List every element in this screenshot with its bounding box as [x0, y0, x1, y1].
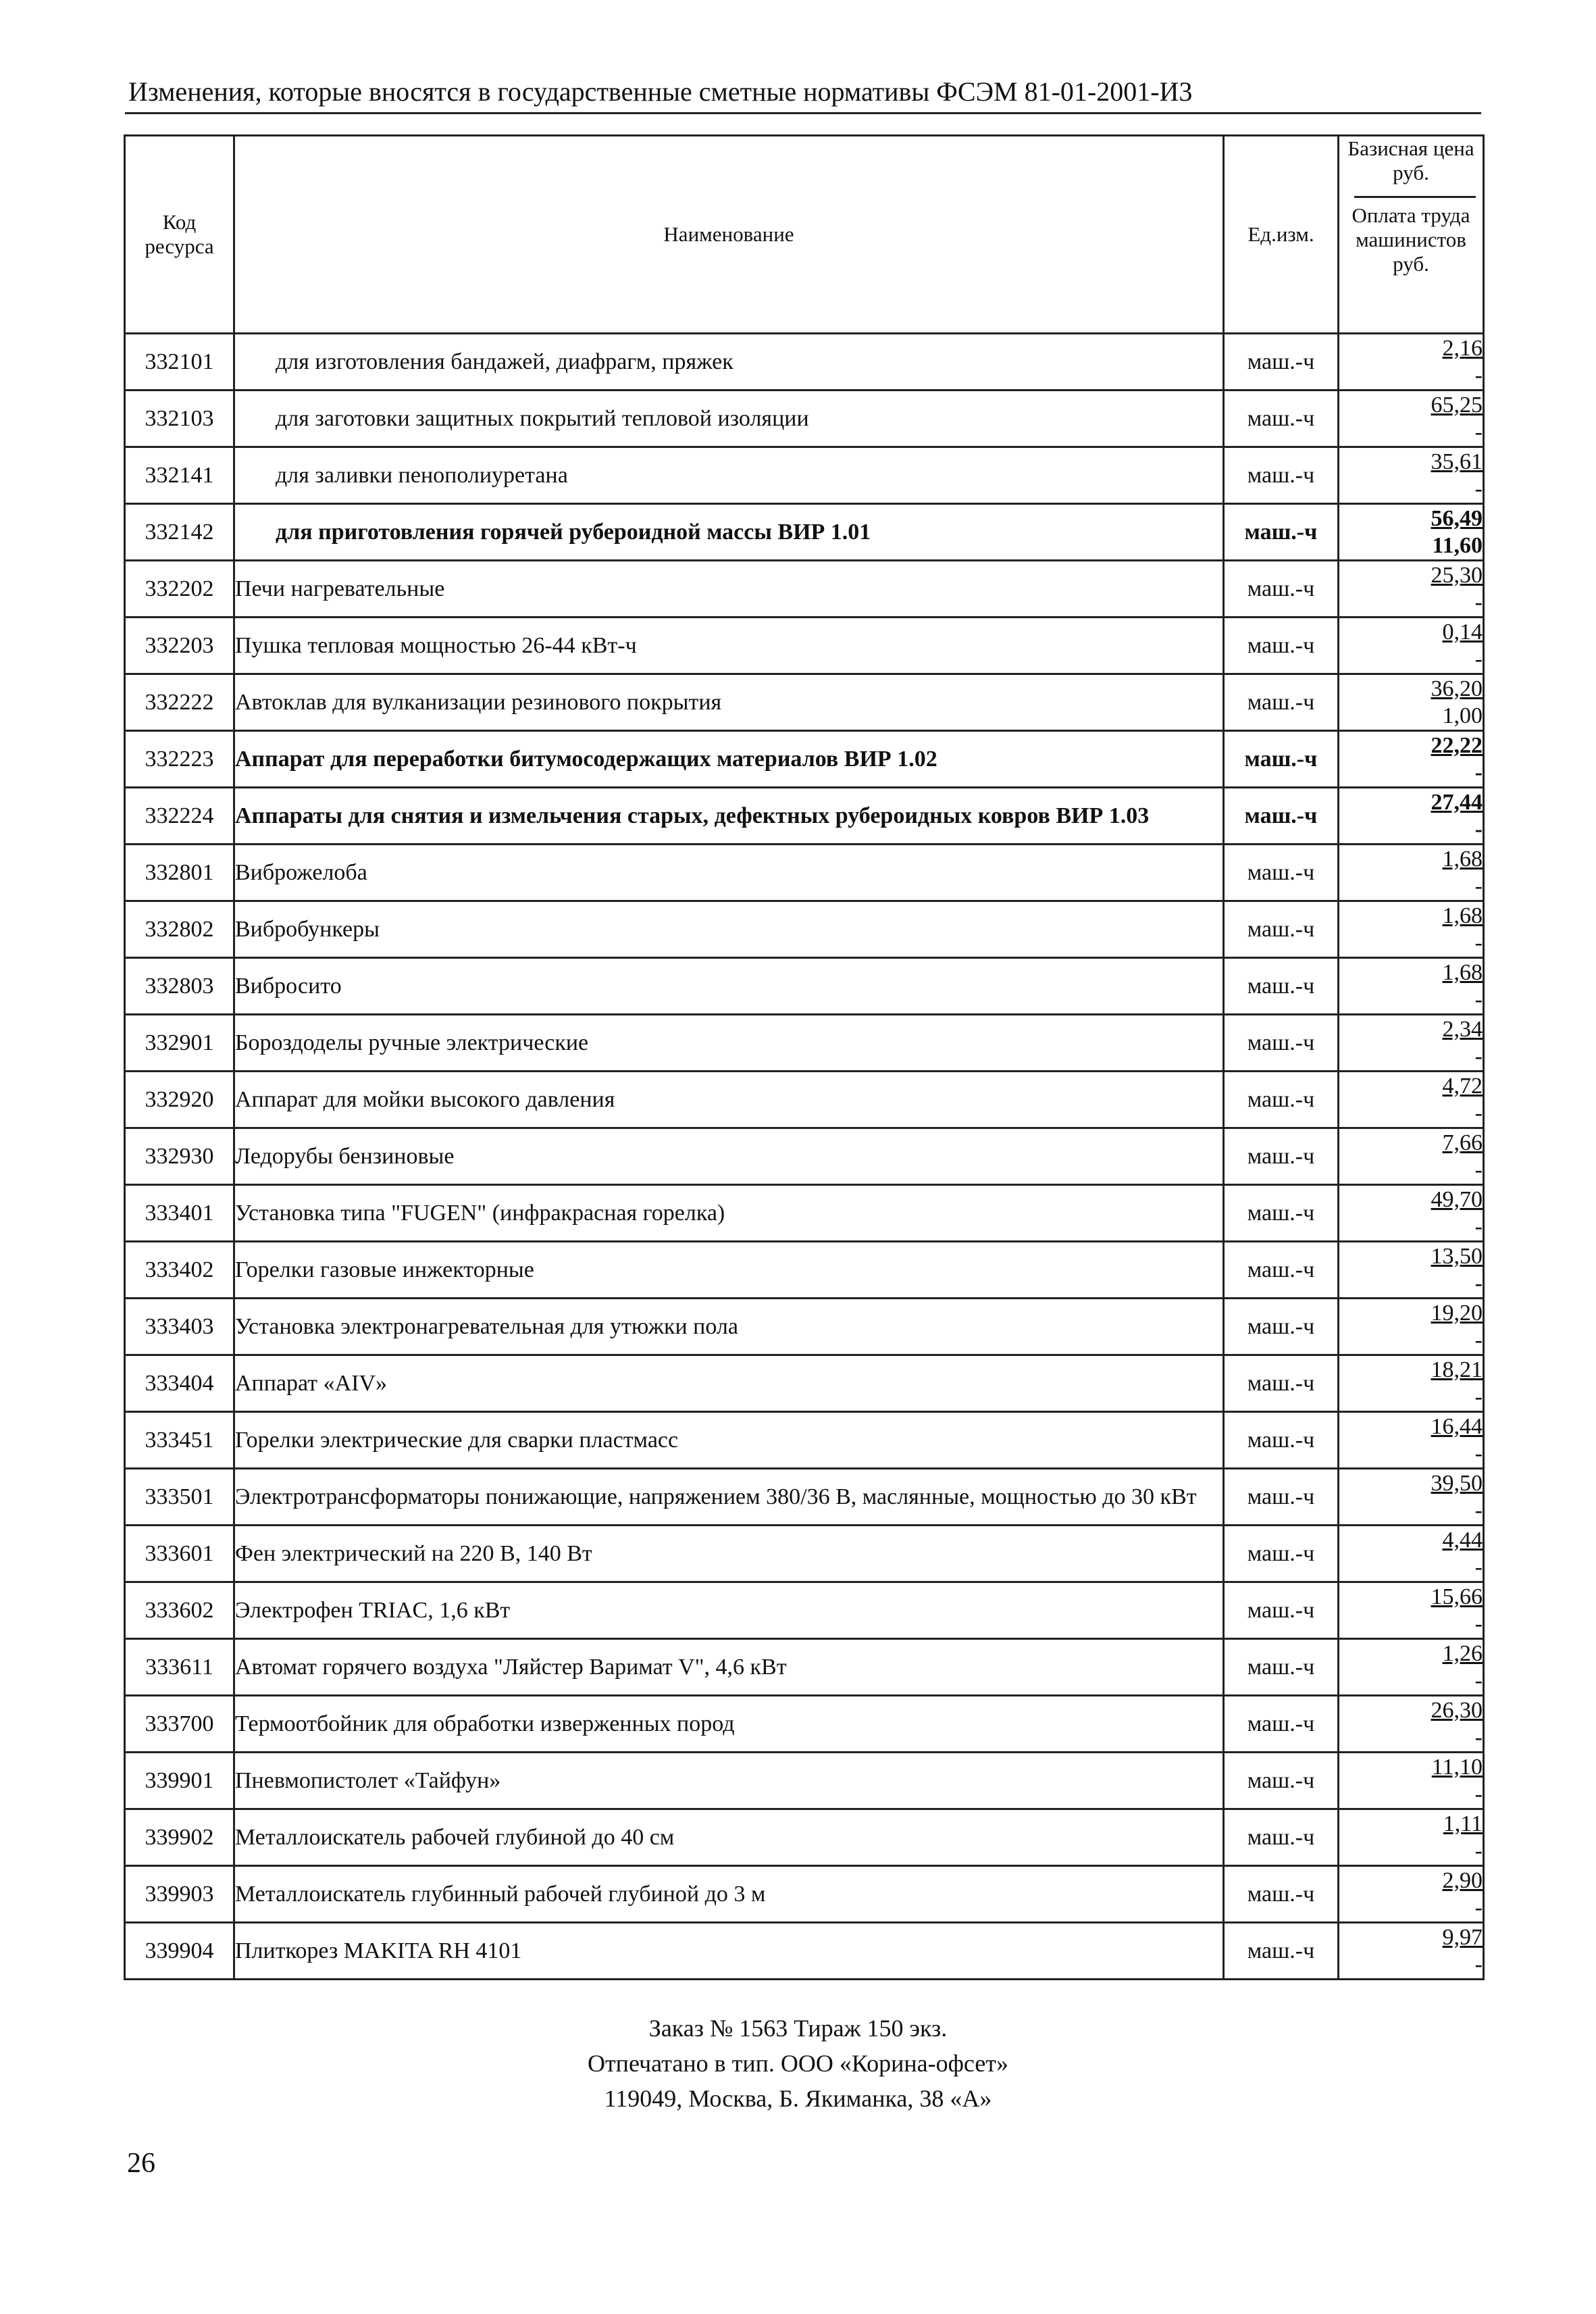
row-base-price: 1,68: [1442, 959, 1483, 985]
row-unit: маш.-ч: [1224, 618, 1339, 674]
row-code: 332223: [125, 731, 234, 788]
row-code: 332802: [125, 901, 234, 958]
row-wage: -: [1474, 1384, 1483, 1409]
column-header-wage: Оплата труда машинистов руб.: [1352, 203, 1470, 276]
row-price-cell: [1339, 1072, 1484, 1128]
row-wage: -: [1474, 589, 1483, 615]
row-wage: -: [1474, 1043, 1483, 1069]
row-wage: -: [1474, 1270, 1483, 1296]
row-name: Вибросито: [234, 958, 1224, 1015]
row-price-cell: [1339, 561, 1484, 618]
row-name: Горелки газовые инжекторные: [234, 1242, 1224, 1299]
row-name: для заливки пенополиуретана: [234, 447, 1224, 504]
row-unit: маш.-ч: [1224, 561, 1339, 618]
row-wage: -: [1474, 816, 1483, 842]
row-code: 333451: [125, 1412, 234, 1469]
row-code: 332142: [125, 504, 234, 561]
row-price-cell: [1339, 1355, 1484, 1412]
row-unit: маш.-ч: [1224, 1355, 1339, 1412]
row-price-cell: [1339, 1128, 1484, 1185]
column-header-divider: [1354, 196, 1476, 198]
row-name: Пушка тепловая мощностью 26-44 кВт-ч: [234, 618, 1224, 674]
row-name: Аппараты для снятия и измельчения старых, дефектных рубероидных ковров ВИР 1.03: [234, 788, 1224, 845]
row-code: 332920: [125, 1072, 234, 1128]
row-code: 332101: [125, 334, 234, 391]
row-wage: -: [1474, 1611, 1483, 1636]
row-wage: -: [1474, 1724, 1483, 1750]
row-base-price: 4,72: [1442, 1073, 1483, 1099]
row-base-price: 56,49: [1431, 505, 1483, 531]
row-unit: маш.-ч: [1224, 1753, 1339, 1809]
row-base-price: 39,50: [1431, 1470, 1483, 1496]
table-row: [125, 1355, 1484, 1412]
row-name: Металлоискатель рабочей глубиной до 40 см: [234, 1809, 1224, 1866]
row-wage: -: [1474, 986, 1483, 1012]
row-wage: -: [1474, 930, 1483, 955]
row-name: Аппарат «AIV»: [234, 1355, 1224, 1412]
row-unit: маш.-ч: [1224, 731, 1339, 788]
row-wage: -: [1474, 1894, 1483, 1920]
row-price-cell: [1339, 1696, 1484, 1753]
row-name: Автоклав для вулканизации резинового покрытия: [234, 674, 1224, 731]
row-code: 332103: [125, 391, 234, 447]
row-code: 332930: [125, 1128, 234, 1185]
column-header-base-price: Базисная цена руб.: [1347, 136, 1474, 184]
row-base-price: 49,70: [1431, 1186, 1483, 1212]
row-code: 333404: [125, 1355, 234, 1412]
row-unit: маш.-ч: [1224, 901, 1339, 958]
row-base-price: 36,20: [1431, 676, 1483, 701]
row-code: 332141: [125, 447, 234, 504]
row-code: 339901: [125, 1753, 234, 1809]
row-wage: -: [1474, 476, 1483, 501]
row-unit: маш.-ч: [1224, 1696, 1339, 1753]
table-row: [125, 674, 1484, 731]
row-base-price: 1,11: [1443, 1811, 1483, 1836]
row-price-cell: [1339, 1923, 1484, 1980]
row-wage: -: [1474, 1327, 1483, 1353]
table-row: [125, 1015, 1484, 1072]
header-divider: [125, 112, 1481, 114]
column-header-price: [1339, 136, 1484, 334]
row-name: Аппарат для переработки битумосодержащих материалов ВИР 1.02: [234, 731, 1224, 788]
row-name: Электротрансформаторы понижающие, напряжением 380/36 В, маслянные, мощностью до 30 кВт: [234, 1469, 1224, 1526]
row-name: Фен электрический на 220 В, 140 Вт: [234, 1526, 1224, 1582]
row-name: для изготовления бандажей, диафрагм, пряжек: [234, 334, 1224, 391]
row-base-price: 2,34: [1442, 1016, 1483, 1042]
table-row: [125, 1526, 1484, 1582]
row-wage: 11,60: [1432, 532, 1483, 558]
row-base-price: 1,68: [1442, 846, 1483, 872]
table-row: [125, 1809, 1484, 1866]
row-price-cell: [1339, 1299, 1484, 1355]
row-base-price: 0,14: [1442, 619, 1483, 645]
table-row: [125, 1639, 1484, 1696]
row-name: Бороздоделы ручные электрические: [234, 1015, 1224, 1072]
row-base-price: 25,30: [1431, 562, 1483, 588]
page-number: 26: [127, 2148, 155, 2179]
row-base-price: 27,44: [1431, 789, 1483, 815]
row-price-cell: [1339, 901, 1484, 958]
row-base-price: 1,68: [1442, 903, 1483, 928]
row-base-price: 26,30: [1431, 1697, 1483, 1723]
row-code: 339904: [125, 1923, 234, 1980]
row-unit: маш.-ч: [1224, 1866, 1339, 1923]
row-wage: -: [1474, 1440, 1483, 1466]
row-base-price: 65,25: [1431, 392, 1483, 418]
row-wage: -: [1474, 1157, 1483, 1182]
table-row: [125, 1582, 1484, 1639]
row-unit: маш.-ч: [1224, 1526, 1339, 1582]
row-price-cell: [1339, 1185, 1484, 1242]
row-price-cell: [1339, 1809, 1484, 1866]
row-code: 332202: [125, 561, 234, 618]
row-code: 339903: [125, 1866, 234, 1923]
row-unit: маш.-ч: [1224, 1923, 1339, 1980]
row-price-cell: [1339, 618, 1484, 674]
column-header-name: Наименование: [234, 136, 1224, 334]
table-row: [125, 1242, 1484, 1299]
row-name: Горелки электрические для сварки пластмасс: [234, 1412, 1224, 1469]
row-price-cell: [1339, 1582, 1484, 1639]
row-code: 332803: [125, 958, 234, 1015]
imprint: [0, 2011, 1596, 2116]
column-header-code: Код ресурса: [125, 136, 234, 334]
row-wage: -: [1474, 419, 1483, 445]
row-name: Виброжелоба: [234, 845, 1224, 901]
row-unit: маш.-ч: [1224, 1809, 1339, 1866]
row-name: для заготовки защитных покрытий тепловой изоляции: [234, 391, 1224, 447]
row-code: 333403: [125, 1299, 234, 1355]
row-wage: -: [1474, 873, 1483, 899]
row-code: 333602: [125, 1582, 234, 1639]
row-code: 332801: [125, 845, 234, 901]
row-price-cell: [1339, 1526, 1484, 1582]
table-row: [125, 1923, 1484, 1980]
table-row: [125, 901, 1484, 958]
table-row: [125, 1185, 1484, 1242]
row-unit: маш.-ч: [1224, 1299, 1339, 1355]
row-unit: маш.-ч: [1224, 391, 1339, 447]
row-code: 333402: [125, 1242, 234, 1299]
row-wage: -: [1474, 1667, 1483, 1693]
table-row: [125, 618, 1484, 674]
row-base-price: 11,10: [1431, 1754, 1483, 1780]
row-base-price: 22,22: [1431, 732, 1483, 758]
row-base-price: 15,66: [1431, 1584, 1483, 1609]
row-price-cell: [1339, 1866, 1484, 1923]
row-price-cell: [1339, 1412, 1484, 1469]
row-name: Установка электронагревательная для утюжки пола: [234, 1299, 1224, 1355]
table-row: [125, 561, 1484, 618]
row-base-price: 19,20: [1431, 1300, 1483, 1326]
table-row: [125, 1128, 1484, 1185]
row-unit: маш.-ч: [1224, 674, 1339, 731]
row-name: для приготовления горячей рубероидной массы ВИР 1.01: [234, 504, 1224, 561]
row-code: 332222: [125, 674, 234, 731]
table-row: [125, 504, 1484, 561]
row-code: 333700: [125, 1696, 234, 1753]
row-wage: -: [1474, 1781, 1483, 1807]
row-name: Пневмопистолет «Тайфун»: [234, 1753, 1224, 1809]
row-unit: маш.-ч: [1224, 334, 1339, 391]
row-code: 333501: [125, 1469, 234, 1526]
table-row: [125, 391, 1484, 447]
table-row: [125, 731, 1484, 788]
row-unit: маш.-ч: [1224, 504, 1339, 561]
row-unit: маш.-ч: [1224, 1072, 1339, 1128]
row-base-price: 9,97: [1442, 1924, 1483, 1950]
page-title: Изменения, которые вносятся в государственные сметные нормативы ФСЭМ 81-01-2001-И3: [128, 76, 1193, 107]
row-price-cell: [1339, 731, 1484, 788]
row-unit: маш.-ч: [1224, 1185, 1339, 1242]
row-unit: маш.-ч: [1224, 1242, 1339, 1299]
row-unit: маш.-ч: [1224, 1639, 1339, 1696]
row-price-cell: [1339, 958, 1484, 1015]
row-base-price: 18,21: [1431, 1357, 1483, 1382]
row-base-price: 7,66: [1442, 1130, 1483, 1155]
table-row: [125, 447, 1484, 504]
row-base-price: 1,26: [1442, 1640, 1483, 1666]
row-wage: -: [1474, 646, 1483, 672]
row-name: Автомат горячего воздуха "Ляйстер Варимат V", 4,6 кВт: [234, 1639, 1224, 1696]
row-name: Электрофен TRIAC, 1,6 кВт: [234, 1582, 1224, 1639]
table-row: [125, 334, 1484, 391]
row-unit: маш.-ч: [1224, 788, 1339, 845]
table-row: [125, 788, 1484, 845]
row-price-cell: [1339, 1469, 1484, 1526]
row-unit: маш.-ч: [1224, 1412, 1339, 1469]
row-name: Аппарат для мойки высокого давления: [234, 1072, 1224, 1128]
row-name: Металлоискатель глубинный рабочей глубиной до 3 м: [234, 1866, 1224, 1923]
row-price-cell: [1339, 1015, 1484, 1072]
row-name: Вибробункеры: [234, 901, 1224, 958]
row-code: 332901: [125, 1015, 234, 1072]
row-base-price: 35,61: [1431, 449, 1483, 474]
row-wage: -: [1474, 362, 1483, 388]
row-unit: маш.-ч: [1224, 845, 1339, 901]
row-price-cell: [1339, 788, 1484, 845]
row-base-price: 2,90: [1442, 1867, 1483, 1893]
imprint-address: 119049, Москва, Б. Якиманка, 38 «А»: [604, 2085, 992, 2112]
row-price-cell: [1339, 391, 1484, 447]
table-row: [125, 1469, 1484, 1526]
row-code: 339902: [125, 1809, 234, 1866]
row-price-cell: [1339, 1753, 1484, 1809]
row-base-price: 4,44: [1442, 1527, 1483, 1553]
table-row: [125, 1753, 1484, 1809]
row-name: Ледорубы бензиновые: [234, 1128, 1224, 1185]
row-price-cell: [1339, 1639, 1484, 1696]
row-unit: маш.-ч: [1224, 447, 1339, 504]
imprint-order: Заказ № 1563 Тираж 150 экз.: [648, 2015, 948, 2042]
table-row: [125, 1072, 1484, 1128]
row-wage: -: [1474, 1100, 1483, 1126]
row-wage: -: [1474, 759, 1483, 785]
imprint-printer: Отпечатано в тип. ООО «Корина-офсет»: [587, 2050, 1009, 2077]
table-row: [125, 845, 1484, 901]
row-wage: -: [1474, 1497, 1483, 1523]
row-price-cell: [1339, 674, 1484, 731]
table-row: [125, 1299, 1484, 1355]
row-wage: -: [1474, 1838, 1483, 1863]
row-wage: -: [1474, 1213, 1483, 1239]
row-base-price: 16,44: [1431, 1413, 1483, 1439]
row-code: 332203: [125, 618, 234, 674]
row-name: Термоотбойник для обработки изверженных пород: [234, 1696, 1224, 1753]
row-wage: -: [1474, 1951, 1483, 1977]
row-price-cell: [1339, 447, 1484, 504]
row-price-cell: [1339, 504, 1484, 561]
row-code: 332224: [125, 788, 234, 845]
row-unit: маш.-ч: [1224, 1469, 1339, 1526]
row-wage: 1,00: [1442, 703, 1483, 728]
row-unit: маш.-ч: [1224, 958, 1339, 1015]
row-wage: -: [1474, 1554, 1483, 1580]
row-code: 333611: [125, 1639, 234, 1696]
row-base-price: 13,50: [1431, 1243, 1483, 1269]
row-name: Плиткорез MAKITA RH 4101: [234, 1923, 1224, 1980]
row-price-cell: [1339, 845, 1484, 901]
row-name: Установка типа "FUGEN" (инфракрасная горелка): [234, 1185, 1224, 1242]
resource-table: [124, 134, 1485, 1980]
row-price-cell: [1339, 334, 1484, 391]
row-code: 333401: [125, 1185, 234, 1242]
row-unit: маш.-ч: [1224, 1582, 1339, 1639]
row-name: Печи нагревательные: [234, 561, 1224, 618]
table-row: [125, 958, 1484, 1015]
table-row: [125, 1866, 1484, 1923]
column-header-unit: Ед.изм.: [1224, 136, 1339, 334]
row-unit: маш.-ч: [1224, 1015, 1339, 1072]
table-row: [125, 1412, 1484, 1469]
row-code: 333601: [125, 1526, 234, 1582]
row-base-price: 2,16: [1442, 335, 1483, 361]
row-price-cell: [1339, 1242, 1484, 1299]
table-row: [125, 1696, 1484, 1753]
row-unit: маш.-ч: [1224, 1128, 1339, 1185]
